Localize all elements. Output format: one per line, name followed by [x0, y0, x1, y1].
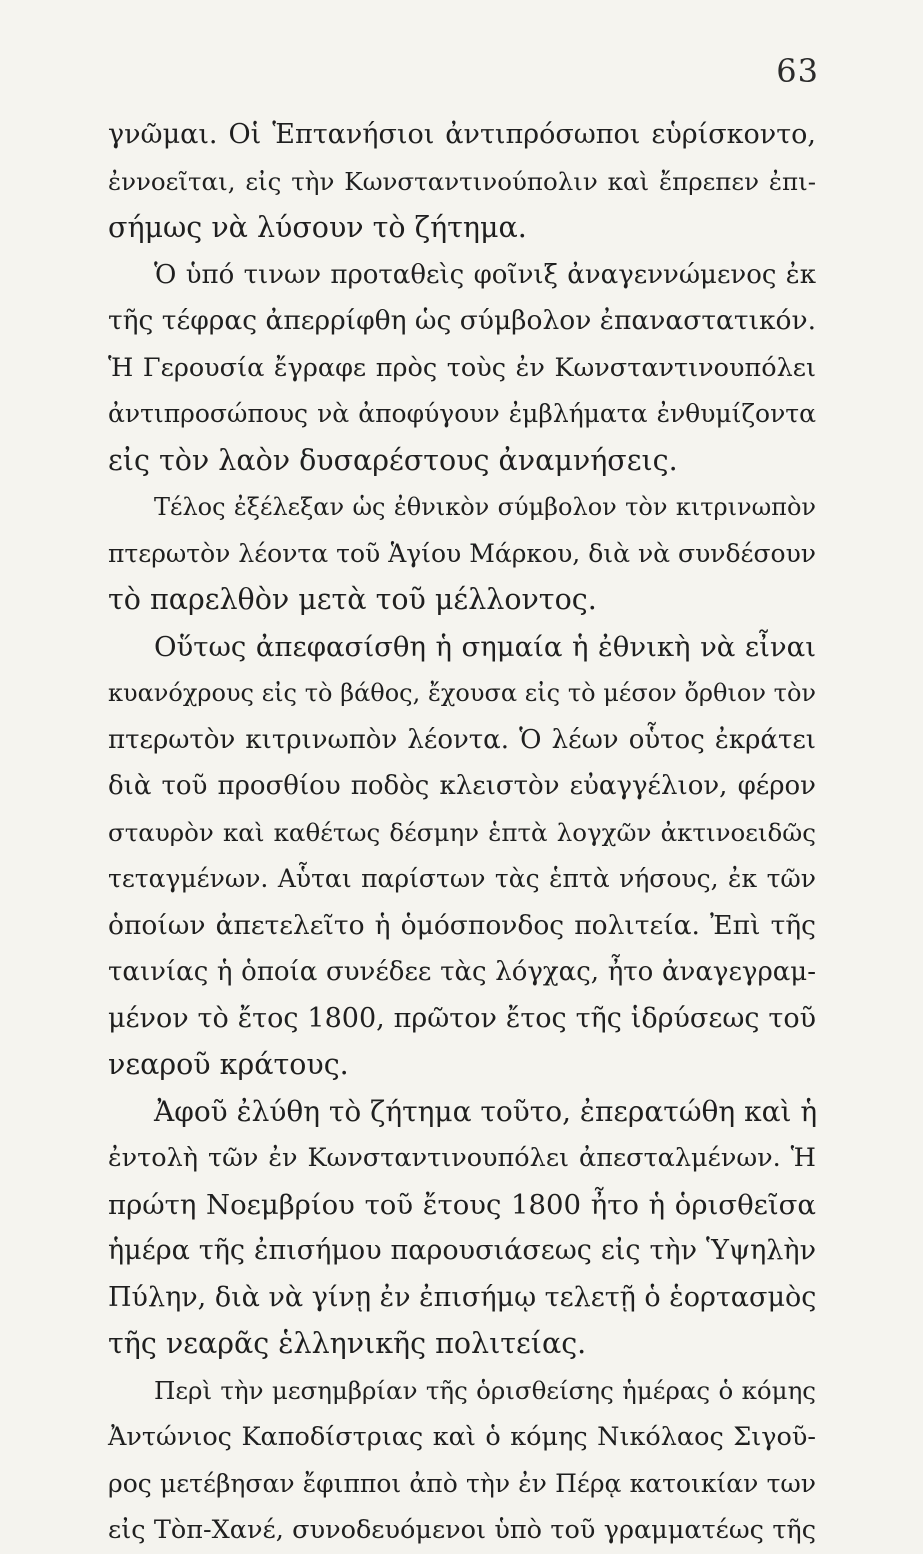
- text-line: μένον τὸ ἔτος 1800, πρῶτον ἔτος τῆς ἱδρύσεως τοῦ: [108, 1002, 816, 1034]
- text-line: σταυρὸν καὶ καθέτως δέσμην ἑπτὰ λογχῶν ἀκτινοειδῶς: [108, 817, 816, 847]
- text-line: Οὕτως ἀπεφασίσθη ἡ σημαία ἡ ἐθνικὴ νὰ εἶναι: [154, 630, 816, 663]
- text-line: πτερωτὸν κιτρινωπὸν λέοντα. Ὁ λέων οὗτος ἐκράτει: [108, 724, 816, 755]
- body-text: [108, 112, 816, 1554]
- text-line: γνῶμαι. Οἱ Ἑπτανήσιοι ἀντιπρόσωποι εὑρίσκοντο,: [108, 119, 816, 150]
- text-line: τὸ παρελθὸν μετὰ τοῦ μέλλοντος.: [108, 583, 597, 616]
- text-line: σήμως νὰ λύσουν τὸ ζήτημα.: [108, 211, 527, 244]
- text-line: ρος μετέβησαν ἔφιπποι ἀπὸ τὴν ἐν Πέρᾳ κατοικίαν των: [108, 1468, 816, 1498]
- text-line: Ἀντώνιος Καποδίστριας καὶ ὁ κόμης Νικόλαος Σιγοῦ-: [108, 1422, 816, 1452]
- text-line: Ἀφοῦ ἐλύθη τὸ ζήτημα τοῦτο, ἐπερατώθη καὶ ἡ: [154, 1094, 818, 1128]
- text-line: Τέλος ἐξέλεξαν ὡς ἐθνικὸν σύμβολον τὸν κιτρινωπὸν: [154, 493, 816, 521]
- text-line: ἀντιπροσώπους νὰ ἀποφύγουν ἐμβλήματα ἐνθυμίζοντα: [108, 399, 816, 428]
- text-line: ταινίας ἡ ὁποία συνέδεε τὰς λόγχας, ἦτο ἀναγεγραμ-: [108, 957, 816, 987]
- text-line: νεαροῦ κράτους.: [108, 1048, 349, 1081]
- text-line: Πύλην, διὰ νὰ γίνῃ ἐν ἐπισήμῳ τελετῇ ὁ ἑορτασμὸς: [108, 1281, 817, 1313]
- text-line: τῆς νεαρᾶς ἑλληνικῆς πολιτείας.: [108, 1327, 587, 1360]
- text-line: Περὶ τὴν μεσημβρίαν τῆς ὁρισθείσης ἡμέρας ὁ κόμης: [154, 1375, 816, 1405]
- text-line: Ἡ Γερουσία ἔγραφε πρὸς τοὺς ἐν Κωνσταντινουπόλει: [108, 352, 816, 383]
- text-line: ὁποίων ἀπετελεῖτο ἡ ὁμόσπονδος πολιτεία. Ἐπὶ τῆς: [108, 909, 816, 941]
- text-line: ἐντολὴ τῶν ἐν Κωνσταντινουπόλει ἀπεσταλμένων. Ἡ: [108, 1143, 816, 1173]
- text-line: ἡμέρα τῆς ἐπισήμου παρουσιάσεως εἰς τὴν Ὑψηλὴν: [108, 1235, 816, 1266]
- text-line: τεταγμένων. Αὗται παρίστων τὰς ἑπτὰ νήσους, ἐκ τῶν: [108, 864, 816, 893]
- text-line: πτερωτὸν λέοντα τοῦ Ἁγίου Μάρκου, διὰ νὰ συνδέσουν: [108, 538, 816, 568]
- text-line: τῆς τέφρας ἀπερρίφθη ὡς σύμβολον ἐπαναστατικόν.: [108, 305, 817, 336]
- text-line: διὰ τοῦ προσθίου ποδὸς κλειστὸν εὐαγγέλιον, φέρον: [108, 771, 816, 801]
- text-line: πρώτη Νοεμβρίου τοῦ ἔτους 1800 ἦτο ἡ ὁρισθεῖσα: [108, 1188, 816, 1221]
- text-line: εἰς Τὸπ-Χανέ, συνοδευόμενοι ὑπὸ τοῦ γραμματέως τῆς: [108, 1515, 816, 1545]
- text-line: εἰς τὸν λαὸν δυσαρέστους ἀναμνήσεις.: [108, 443, 678, 477]
- text-line: ἐννοεῖται, εἰς τὴν Κωνσταντινούπολιν καὶ ἔπρεπεν ἐπι-: [108, 166, 816, 196]
- text-line: κυανόχρους εἰς τὸ βάθος, ἔχουσα εἰς τὸ μέσον ὄρθιον τὸν: [108, 679, 816, 707]
- text-line: Ὁ ὑπό τινων προταθεὶς φοῖνιξ ἀναγεννώμενος ἐκ: [154, 259, 816, 290]
- page-number: 63: [776, 52, 819, 90]
